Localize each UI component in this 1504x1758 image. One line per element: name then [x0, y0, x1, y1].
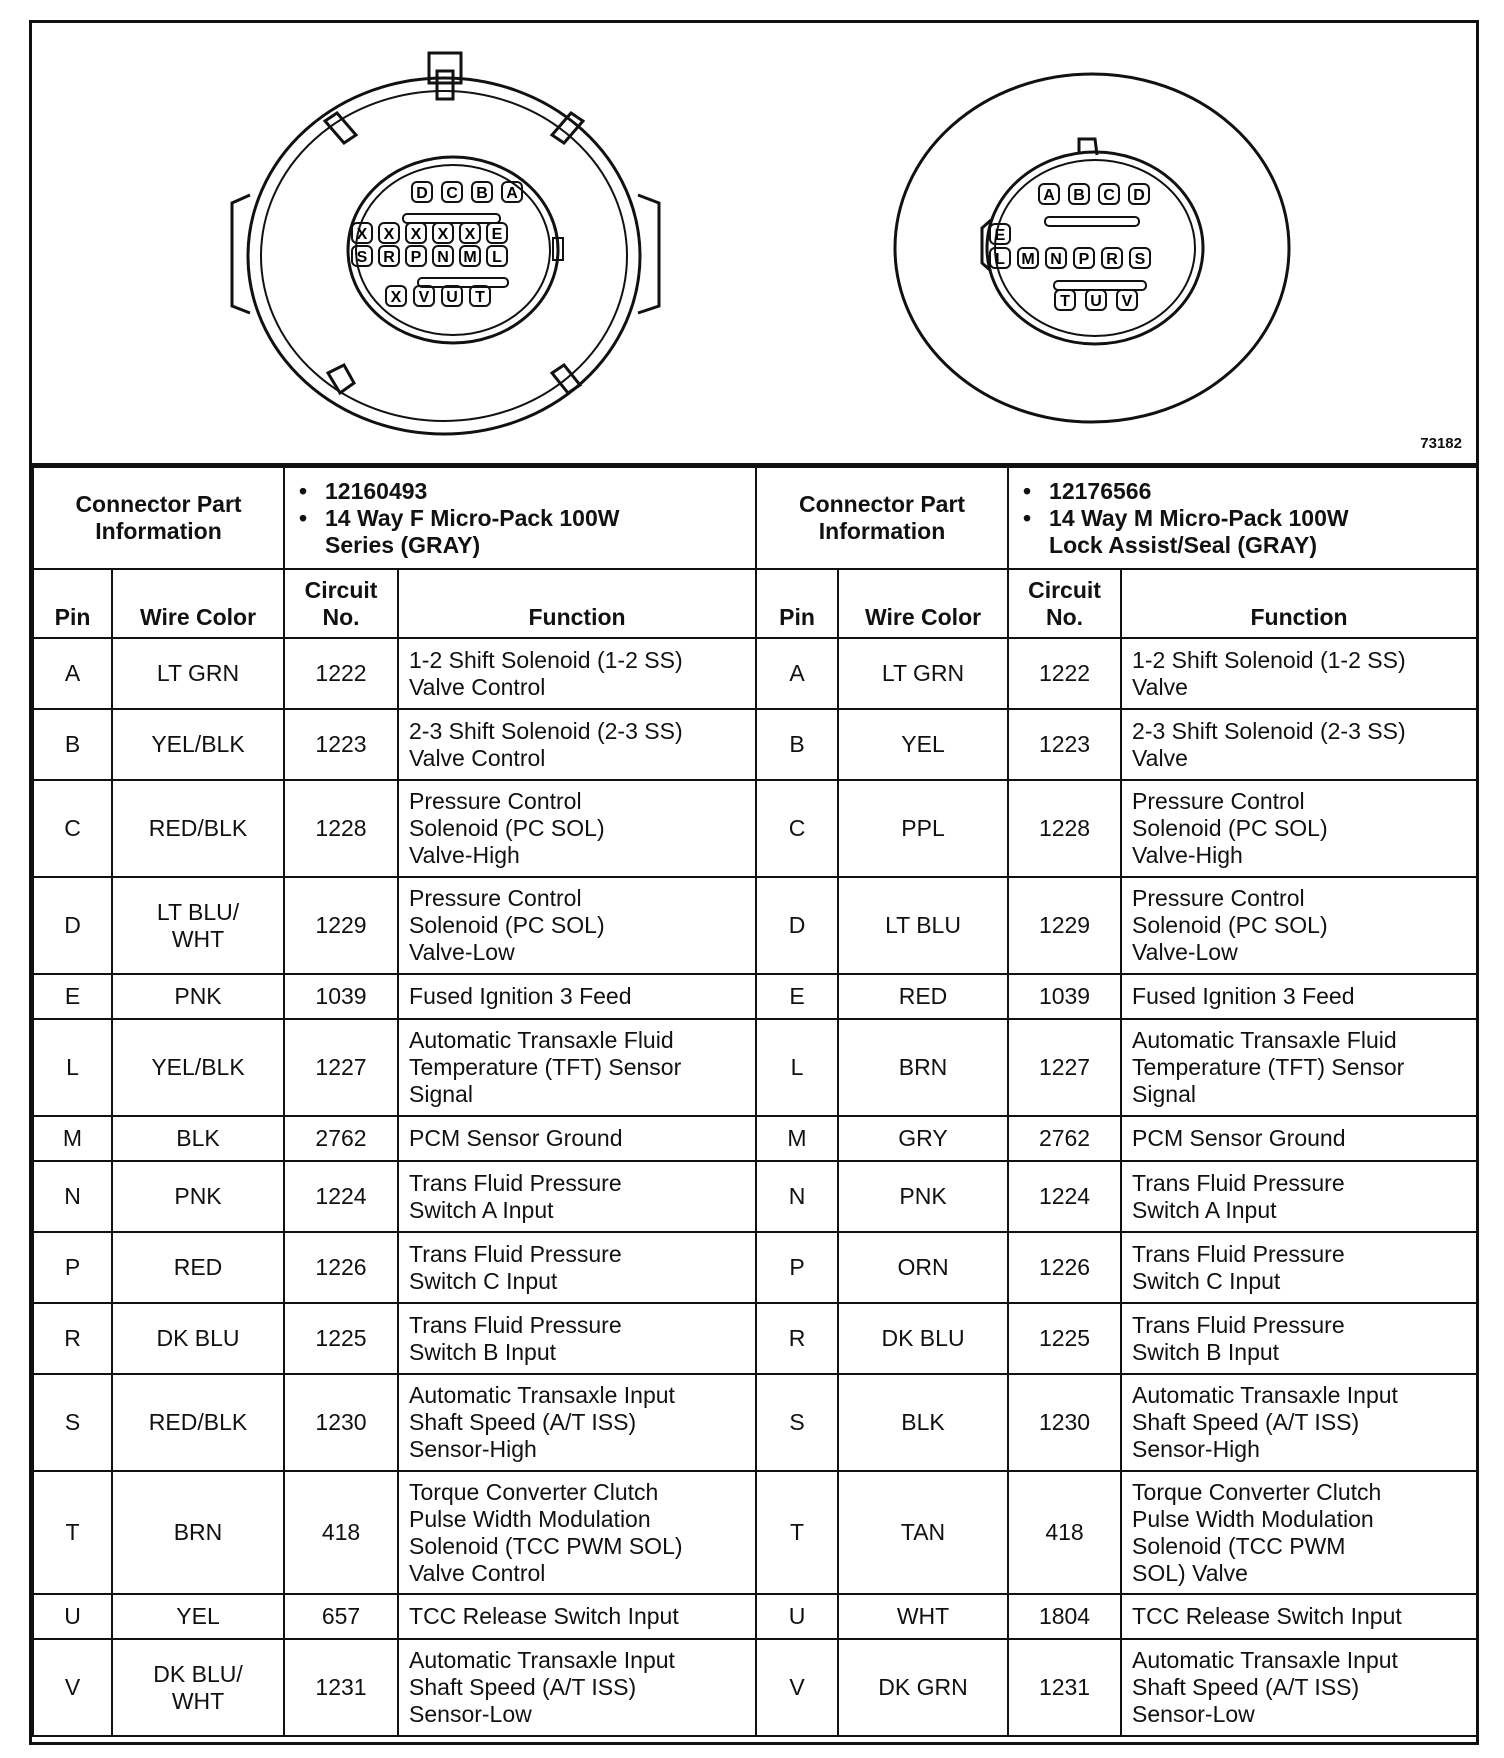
table-row — [33, 1161, 1477, 1232]
connector-drawings — [32, 23, 1476, 463]
right-wire-color-cell: DK BLU — [838, 1303, 1008, 1374]
left-function-header: Function — [398, 569, 756, 638]
right-circuit-header: Circuit No. — [1008, 569, 1121, 638]
table-row — [33, 780, 1477, 877]
left-wire-color-cell: RED/BLK — [112, 1374, 284, 1471]
connector-info-row — [33, 467, 1477, 569]
left-function-cell: TCC Release Switch Input — [398, 1594, 756, 1639]
right-wire-color-cell: LT GRN — [838, 638, 1008, 709]
right-pin-label: A — [1043, 187, 1055, 204]
right-wire-color-cell: GRY — [838, 1116, 1008, 1161]
table-row — [33, 1639, 1477, 1736]
left-circuit-cell: 1039 — [284, 974, 398, 1019]
right-circuit-cell: 1231 — [1008, 1639, 1121, 1736]
left-pin-label: X — [437, 226, 449, 243]
right-wire-color-cell: YEL — [838, 709, 1008, 780]
right-pin-cell: C — [756, 780, 838, 877]
left-circuit-cell: 1230 — [284, 1374, 398, 1471]
left-pin-marker — [414, 286, 434, 306]
table-row — [33, 638, 1477, 709]
right-function-cell: Pressure Control Solenoid (PC SOL) Valve-High — [1121, 780, 1477, 877]
left-pin-label: X — [383, 226, 395, 243]
right-circuit-cell: 1224 — [1008, 1161, 1121, 1232]
left-pin-marker — [487, 246, 507, 266]
pin-cell: P — [33, 1232, 112, 1303]
right-circuit-cell: 1230 — [1008, 1374, 1121, 1471]
left-function-cell: 1-2 Shift Solenoid (1-2 SS) Valve Control — [398, 638, 756, 709]
left-function-cell: Fused Ignition 3 Feed — [398, 974, 756, 1019]
left-pin-label: X — [464, 226, 476, 243]
right-circuit-cell: 1229 — [1008, 877, 1121, 974]
right-pin-marker — [1018, 248, 1038, 268]
right-pin-label: L — [995, 251, 1005, 268]
right-circuit-cell: 1228 — [1008, 780, 1121, 877]
right-wire-color-cell: ORN — [838, 1232, 1008, 1303]
right-wire-color-cell: DK GRN — [838, 1639, 1008, 1736]
left-description-line1: • 14 Way F Micro-Pack 100W — [325, 505, 747, 532]
pinout-table-body — [33, 467, 1477, 1736]
right-function-cell: 2-3 Shift Solenoid (2-3 SS) Valve — [1121, 709, 1477, 780]
right-wire-color-cell: TAN — [838, 1471, 1008, 1594]
right-connector-info — [1008, 467, 1477, 569]
left-circuit-header: Circuit No. — [284, 569, 398, 638]
right-pin-cell: A — [756, 638, 838, 709]
left-pin-marker — [433, 223, 453, 243]
left-function-cell: Automatic Transaxle Input Shaft Speed (A/T ISS) Sensor-High — [398, 1374, 756, 1471]
table-row — [33, 1116, 1477, 1161]
left-function-cell: Automatic Transaxle Fluid Temperature (TFT) Sensor Signal — [398, 1019, 756, 1116]
left-circuit-cell: 418 — [284, 1471, 398, 1594]
left-circuit-cell: 1231 — [284, 1639, 398, 1736]
right-pin-cell: M — [756, 1116, 838, 1161]
pin-cell: R — [33, 1303, 112, 1374]
right-function-cell: 1-2 Shift Solenoid (1-2 SS) Valve — [1121, 638, 1477, 709]
right-pin-marker — [1046, 248, 1066, 268]
left-pin-label: D — [416, 185, 428, 202]
left-pin-label: U — [446, 289, 458, 306]
right-pin-label: U — [1090, 293, 1102, 310]
right-function-cell: Trans Fluid Pressure Switch C Input — [1121, 1232, 1477, 1303]
left-pin-marker — [460, 246, 480, 266]
right-circuit-cell: 1223 — [1008, 709, 1121, 780]
left-circuit-cell: 657 — [284, 1594, 398, 1639]
left-circuit-cell: 1227 — [284, 1019, 398, 1116]
left-function-cell: Trans Fluid Pressure Switch A Input — [398, 1161, 756, 1232]
left-pin-marker — [502, 182, 522, 202]
table-row — [33, 974, 1477, 1019]
left-wire-color-cell: RED — [112, 1232, 284, 1303]
right-wire-color-cell: WHT — [838, 1594, 1008, 1639]
right-pin-marker — [1074, 248, 1094, 268]
left-wire-color-cell: YEL/BLK — [112, 709, 284, 780]
left-function-cell: Automatic Transaxle Input Shaft Speed (A/T ISS) Sensor-Low — [398, 1639, 756, 1736]
left-pin-header: Pin — [33, 569, 112, 638]
left-connector-info — [284, 467, 756, 569]
left-pin-marker — [433, 246, 453, 266]
right-pin-marker — [990, 224, 1010, 244]
pin-cell: T — [33, 1471, 112, 1594]
left-pin-label: A — [506, 185, 518, 202]
right-pin-label: T — [1060, 293, 1070, 310]
pin-cell: N — [33, 1161, 112, 1232]
pin-cell: S — [33, 1374, 112, 1471]
right-pin-marker — [1102, 248, 1122, 268]
figure-id: 73182 — [1420, 435, 1462, 452]
left-wire-color-cell: YEL — [112, 1594, 284, 1639]
right-circuit-cell: 1227 — [1008, 1019, 1121, 1116]
right-function-cell: Automatic Transaxle Input Shaft Speed (A/T ISS) Sensor-Low — [1121, 1639, 1477, 1736]
right-pin-marker — [1117, 290, 1137, 310]
right-pin-marker — [1086, 290, 1106, 310]
right-pin-marker — [1055, 290, 1075, 310]
left-pin-label: E — [491, 226, 503, 243]
table-row — [33, 1232, 1477, 1303]
left-pin-marker — [406, 246, 426, 266]
right-circuit-cell: 1804 — [1008, 1594, 1121, 1639]
right-wire-color-cell: PPL — [838, 780, 1008, 877]
left-pin-marker — [460, 223, 480, 243]
left-circuit-cell: 2762 — [284, 1116, 398, 1161]
left-connector-info-label: Connector Part Information — [33, 467, 284, 569]
right-circuit-cell: 1222 — [1008, 638, 1121, 709]
left-function-cell: Trans Fluid Pressure Switch C Input — [398, 1232, 756, 1303]
pin-cell: L — [33, 1019, 112, 1116]
left-description-line2: Series (GRAY) — [325, 531, 481, 558]
table-row — [33, 1374, 1477, 1471]
right-pin-cell: V — [756, 1639, 838, 1736]
right-connector-info-label: Connector Part Information — [756, 467, 1008, 569]
right-function-cell: Pressure Control Solenoid (PC SOL) Valve-Low — [1121, 877, 1477, 974]
left-wire-color-cell: DK BLU — [112, 1303, 284, 1374]
right-pin-label: R — [1106, 251, 1118, 268]
left-pin-marker — [386, 286, 406, 306]
table-row — [33, 1303, 1477, 1374]
right-circuit-cell: 418 — [1008, 1471, 1121, 1594]
connector-diagram — [32, 23, 1476, 466]
left-pin-label: B — [476, 185, 488, 202]
left-circuit-cell: 1226 — [284, 1232, 398, 1303]
right-pin-label: D — [1133, 187, 1145, 204]
right-function-cell: Automatic Transaxle Fluid Temperature (TFT) Sensor Signal — [1121, 1019, 1477, 1116]
right-pin-cell: S — [756, 1374, 838, 1471]
left-pin-marker — [442, 182, 462, 202]
left-function-cell: Torque Converter Clutch Pulse Width Modulation Solenoid (TCC PWM SOL) Valve Control — [398, 1471, 756, 1594]
left-pin-marker — [379, 223, 399, 243]
right-function-cell: Fused Ignition 3 Feed — [1121, 974, 1477, 1019]
right-pin-marker — [1099, 184, 1119, 204]
table-row — [33, 709, 1477, 780]
left-pin-marker — [379, 246, 399, 266]
pin-cell: D — [33, 877, 112, 974]
right-pin-label: E — [994, 227, 1006, 244]
right-description-line2: Lock Assist/Seal (GRAY) — [1049, 531, 1318, 558]
right-circuit-cell: 1226 — [1008, 1232, 1121, 1303]
pin-cell: U — [33, 1594, 112, 1639]
left-wire-color-cell: PNK — [112, 1161, 284, 1232]
right-pin-cell: P — [756, 1232, 838, 1303]
left-function-cell: 2-3 Shift Solenoid (2-3 SS) Valve Control — [398, 709, 756, 780]
right-pin-label: S — [1134, 251, 1146, 268]
right-pin-cell: B — [756, 709, 838, 780]
right-pin-marker — [990, 248, 1010, 268]
left-pin-marker — [470, 286, 490, 306]
right-wire-color-cell: PNK — [838, 1161, 1008, 1232]
right-pin-cell: N — [756, 1161, 838, 1232]
left-pin-label: S — [356, 249, 368, 266]
left-pin-marker — [406, 223, 426, 243]
right-function-cell: Torque Converter Clutch Pulse Width Modulation Solenoid (TCC PWM SOL) Valve — [1121, 1471, 1477, 1594]
left-pin-marker — [487, 223, 507, 243]
left-part-number: • 12160493 — [325, 478, 747, 505]
right-pin-cell: D — [756, 877, 838, 974]
left-circuit-cell: 1223 — [284, 709, 398, 780]
right-pin-marker — [1039, 184, 1059, 204]
left-function-cell: PCM Sensor Ground — [398, 1116, 756, 1161]
left-wire-color-cell: YEL/BLK — [112, 1019, 284, 1116]
left-wire-color-cell: PNK — [112, 974, 284, 1019]
right-part-number: • 12176566 — [1049, 478, 1468, 505]
right-function-header: Function — [1121, 569, 1477, 638]
left-pin-label: P — [410, 249, 422, 266]
left-wire-color-cell: DK BLU/ WHT — [112, 1639, 284, 1736]
left-pin-label: N — [437, 249, 449, 266]
table-row — [33, 1019, 1477, 1116]
pin-cell: A — [33, 638, 112, 709]
left-wire-color-cell: BRN — [112, 1471, 284, 1594]
right-wire-color-cell: BLK — [838, 1374, 1008, 1471]
left-pin-label: X — [390, 289, 402, 306]
pin-cell: B — [33, 709, 112, 780]
right-wire-color-cell: BRN — [838, 1019, 1008, 1116]
right-connector-pins — [990, 184, 1150, 310]
left-pin-marker — [412, 182, 432, 202]
right-wire-color-cell: LT BLU — [838, 877, 1008, 974]
pinout-table — [32, 466, 1478, 1737]
left-function-cell: Pressure Control Solenoid (PC SOL) Valve-Low — [398, 877, 756, 974]
right-circuit-cell: 1225 — [1008, 1303, 1121, 1374]
left-circuit-cell: 1229 — [284, 877, 398, 974]
left-pin-label: V — [418, 289, 430, 306]
left-pin-label: C — [446, 185, 458, 202]
left-pin-marker — [442, 286, 462, 306]
table-row — [33, 1594, 1477, 1639]
column-header-row — [33, 569, 1477, 638]
left-function-cell: Trans Fluid Pressure Switch B Input — [398, 1303, 756, 1374]
left-pin-label: X — [410, 226, 422, 243]
pin-cell: M — [33, 1116, 112, 1161]
right-pin-cell: T — [756, 1471, 838, 1594]
left-pin-marker — [472, 182, 492, 202]
right-pin-header: Pin — [756, 569, 838, 638]
right-circuit-cell: 1039 — [1008, 974, 1121, 1019]
right-function-cell: Trans Fluid Pressure Switch B Input — [1121, 1303, 1477, 1374]
left-pin-label: L — [492, 249, 502, 266]
right-function-cell: Automatic Transaxle Input Shaft Speed (A/T ISS) Sensor-High — [1121, 1374, 1477, 1471]
left-circuit-cell: 1222 — [284, 638, 398, 709]
right-pin-cell: L — [756, 1019, 838, 1116]
right-pin-label: V — [1121, 293, 1133, 310]
left-pin-label: R — [383, 249, 395, 266]
right-pin-marker — [1129, 184, 1149, 204]
left-circuit-cell: 1225 — [284, 1303, 398, 1374]
right-pin-label: C — [1103, 187, 1115, 204]
right-function-cell: PCM Sensor Ground — [1121, 1116, 1477, 1161]
left-pin-marker — [352, 223, 372, 243]
right-pin-label: N — [1050, 251, 1062, 268]
left-wire-color-cell: RED/BLK — [112, 780, 284, 877]
pin-cell: V — [33, 1639, 112, 1736]
right-pin-label: P — [1078, 251, 1090, 268]
right-wire-color-header: Wire Color — [838, 569, 1008, 638]
right-pin-marker — [1069, 184, 1089, 204]
left-pin-label: T — [475, 289, 485, 306]
left-pin-label: X — [356, 226, 368, 243]
right-pin-marker — [1130, 248, 1150, 268]
right-pin-cell: E — [756, 974, 838, 1019]
pinout-sheet — [29, 20, 1479, 1745]
left-wire-color-cell: LT BLU/ WHT — [112, 877, 284, 974]
left-pin-marker — [352, 246, 372, 266]
right-pin-label: B — [1073, 187, 1085, 204]
left-pin-label: M — [463, 249, 477, 266]
right-function-cell: Trans Fluid Pressure Switch A Input — [1121, 1161, 1477, 1232]
table-row — [33, 877, 1477, 974]
table-row — [33, 1471, 1477, 1594]
right-wire-color-cell: RED — [838, 974, 1008, 1019]
left-wire-color-cell: BLK — [112, 1116, 284, 1161]
right-circuit-cell: 2762 — [1008, 1116, 1121, 1161]
pin-cell: C — [33, 780, 112, 877]
left-function-cell: Pressure Control Solenoid (PC SOL) Valve-High — [398, 780, 756, 877]
right-function-cell: TCC Release Switch Input — [1121, 1594, 1477, 1639]
right-pin-cell: U — [756, 1594, 838, 1639]
pin-cell: E — [33, 974, 112, 1019]
left-wire-color-cell: LT GRN — [112, 638, 284, 709]
right-pin-label: M — [1021, 251, 1035, 268]
left-wire-color-header: Wire Color — [112, 569, 284, 638]
right-description-line1: • 14 Way M Micro-Pack 100W — [1049, 505, 1468, 532]
left-circuit-cell: 1224 — [284, 1161, 398, 1232]
left-circuit-cell: 1228 — [284, 780, 398, 877]
right-pin-cell: R — [756, 1303, 838, 1374]
